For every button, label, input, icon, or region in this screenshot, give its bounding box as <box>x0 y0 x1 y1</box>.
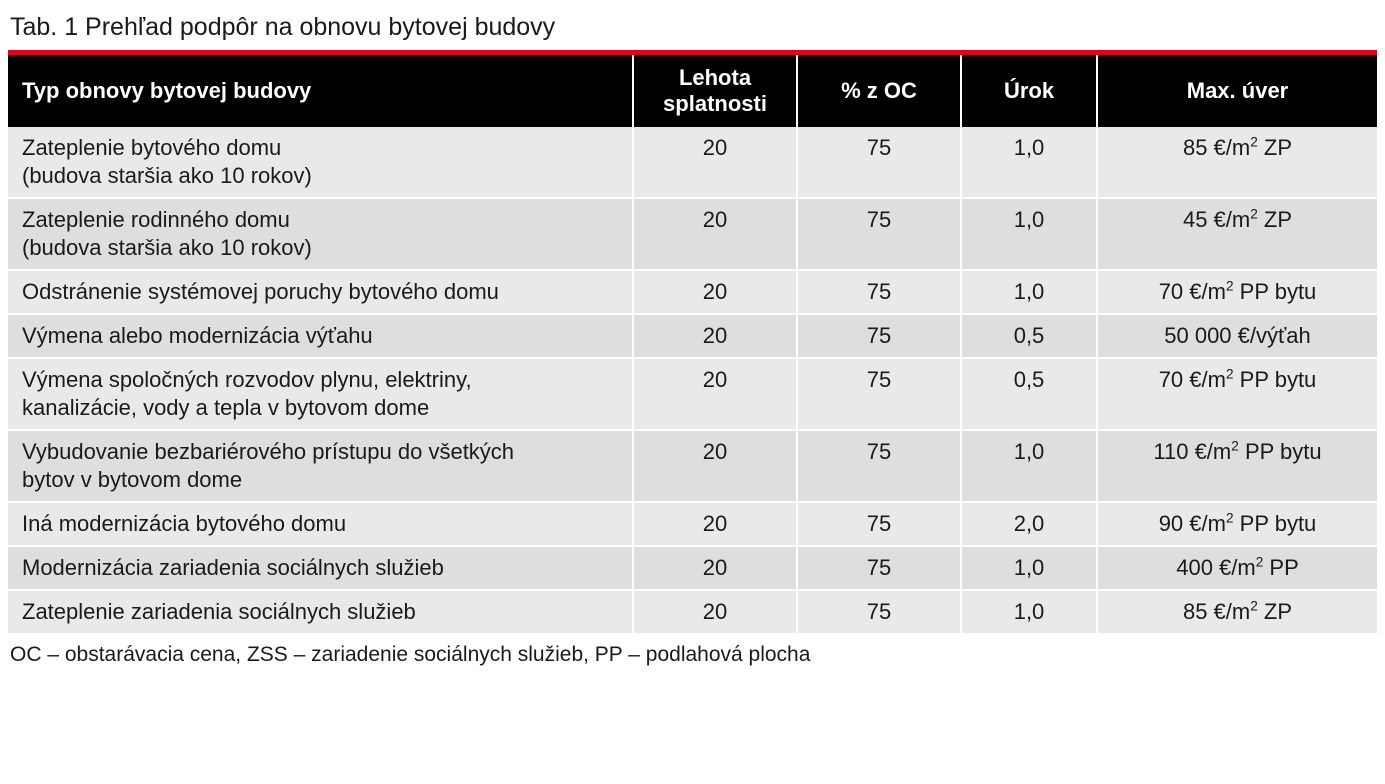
max-uver-unit: PP bytu <box>1233 367 1317 392</box>
table-row <box>8 546 1377 590</box>
cell-percent-oc: 75 <box>797 430 961 502</box>
column-header-urok: Úrok <box>961 55 1097 127</box>
cell-percent-oc: 75 <box>797 358 961 430</box>
cell-type-line1: Výmena spoločných rozvodov plynu, elektriny, <box>22 367 472 392</box>
cell-max-uver <box>1097 314 1377 358</box>
cell-type-line1: Zateplenie rodinného domu <box>22 207 290 232</box>
column-header-type: Typ obnovy bytovej budovy <box>8 55 633 127</box>
cell-type <box>8 546 633 590</box>
column-header-lehota: Lehota splatnosti <box>633 55 797 127</box>
cell-type <box>8 430 633 502</box>
cell-lehota: 20 <box>633 358 797 430</box>
max-uver-value: 45 €/m <box>1182 207 1251 232</box>
support-overview-table <box>8 55 1377 633</box>
cell-max-uver <box>1097 546 1377 590</box>
cell-type-line1: Modernizácia zariadenia sociálnych služieb <box>22 555 444 580</box>
max-uver-unit: PP bytu <box>1233 511 1317 536</box>
cell-lehota: 20 <box>633 546 797 590</box>
table-header-row <box>8 55 1377 127</box>
table-row <box>8 430 1377 502</box>
cell-type <box>8 358 633 430</box>
table-container <box>8 50 1377 633</box>
cell-type <box>8 314 633 358</box>
max-uver-value: 85 €/m <box>1182 599 1251 624</box>
cell-max-uver <box>1097 430 1377 502</box>
max-uver-unit: PP bytu <box>1238 439 1322 464</box>
max-uver-exponent: 2 <box>1250 134 1258 150</box>
max-uver-value: 400 €/m <box>1176 555 1256 580</box>
max-uver-value: 110 €/m <box>1153 439 1232 464</box>
cell-type-line1: Odstránenie systémovej poruchy bytového domu <box>22 279 499 304</box>
max-uver-exponent: 2 <box>1231 438 1239 454</box>
cell-max-uver <box>1097 270 1377 314</box>
cell-type-line1: Zateplenie zariadenia sociálnych služieb <box>22 599 416 624</box>
cell-type-line1: Iná modernizácia bytového domu <box>22 511 347 536</box>
max-uver-value: 85 €/m <box>1182 135 1251 160</box>
cell-max-uver <box>1097 127 1377 198</box>
cell-max-uver <box>1097 590 1377 633</box>
cell-urok: 0,5 <box>961 314 1097 358</box>
table-caption: Tab. 1 Prehľad podpôr na obnovu bytovej budovy <box>10 13 556 41</box>
cell-lehota: 20 <box>633 502 797 546</box>
cell-lehota: 20 <box>633 127 797 198</box>
table-row <box>8 314 1377 358</box>
max-uver-unit: ZP <box>1257 207 1293 232</box>
max-uver-unit: PP bytu <box>1233 279 1317 304</box>
cell-lehota: 20 <box>633 590 797 633</box>
max-uver-exponent: 2 <box>1255 554 1264 570</box>
column-header-max-uver: Max. úver <box>1097 55 1377 127</box>
max-uver-unit: PP <box>1263 555 1299 580</box>
cell-percent-oc: 75 <box>797 590 961 633</box>
max-uver-unit: ZP <box>1257 599 1293 624</box>
cell-type <box>8 270 633 314</box>
table-body <box>8 127 1377 633</box>
cell-urok: 2,0 <box>961 502 1097 546</box>
max-uver-value: 50 000 €/výťah <box>1164 323 1311 348</box>
cell-percent-oc: 75 <box>797 502 961 546</box>
cell-type-line2: kanalizácie, vody a tepla v bytovom dome <box>22 395 430 420</box>
table-row <box>8 502 1377 546</box>
column-header-percent-oc: % z OC <box>797 55 961 127</box>
cell-max-uver <box>1097 502 1377 546</box>
cell-urok: 1,0 <box>961 590 1097 633</box>
cell-type-line2: bytov v bytovom dome <box>22 467 243 492</box>
max-uver-value: 70 €/m <box>1158 367 1226 392</box>
cell-urok: 1,0 <box>961 430 1097 502</box>
cell-lehota: 20 <box>633 314 797 358</box>
cell-lehota: 20 <box>633 430 797 502</box>
cell-urok: 1,0 <box>961 198 1097 270</box>
table-row <box>8 198 1377 270</box>
max-uver-exponent: 2 <box>1225 278 1234 294</box>
cell-type-line1: Vybudovanie bezbariérového prístupu do všetkých <box>22 439 515 464</box>
cell-type <box>8 127 633 198</box>
max-uver-exponent: 2 <box>1250 598 1258 614</box>
cell-type-line1: Výmena alebo modernizácia výťahu <box>22 323 373 348</box>
table-footnote: OC – obstarávacia cena, ZSS – zariadenie sociálnych služieb, PP – podlahová plocha <box>10 643 811 666</box>
cell-type <box>8 502 633 546</box>
cell-percent-oc: 75 <box>797 127 961 198</box>
cell-max-uver <box>1097 198 1377 270</box>
cell-type-line1: Zateplenie bytového domu <box>22 135 282 160</box>
cell-urok: 1,0 <box>961 270 1097 314</box>
cell-percent-oc: 75 <box>797 314 961 358</box>
max-uver-exponent: 2 <box>1225 366 1234 382</box>
cell-urok: 1,0 <box>961 546 1097 590</box>
max-uver-unit: ZP <box>1257 135 1293 160</box>
table-row <box>8 358 1377 430</box>
cell-type-line2: (budova staršia ako 10 rokov) <box>22 235 312 260</box>
cell-urok: 0,5 <box>961 358 1097 430</box>
table-row <box>8 270 1377 314</box>
table-row <box>8 590 1377 633</box>
cell-percent-oc: 75 <box>797 198 961 270</box>
cell-lehota: 20 <box>633 198 797 270</box>
max-uver-exponent: 2 <box>1250 206 1258 222</box>
cell-max-uver <box>1097 358 1377 430</box>
cell-urok: 1,0 <box>961 127 1097 198</box>
max-uver-exponent: 2 <box>1225 510 1234 526</box>
cell-type <box>8 590 633 633</box>
table-row <box>8 127 1377 198</box>
table-header <box>8 55 1377 127</box>
max-uver-value: 70 €/m <box>1158 279 1226 304</box>
cell-lehota: 20 <box>633 270 797 314</box>
cell-type <box>8 198 633 270</box>
cell-type-line2: (budova staršia ako 10 rokov) <box>22 163 312 188</box>
max-uver-value: 90 €/m <box>1158 511 1226 536</box>
cell-percent-oc: 75 <box>797 270 961 314</box>
cell-percent-oc: 75 <box>797 546 961 590</box>
